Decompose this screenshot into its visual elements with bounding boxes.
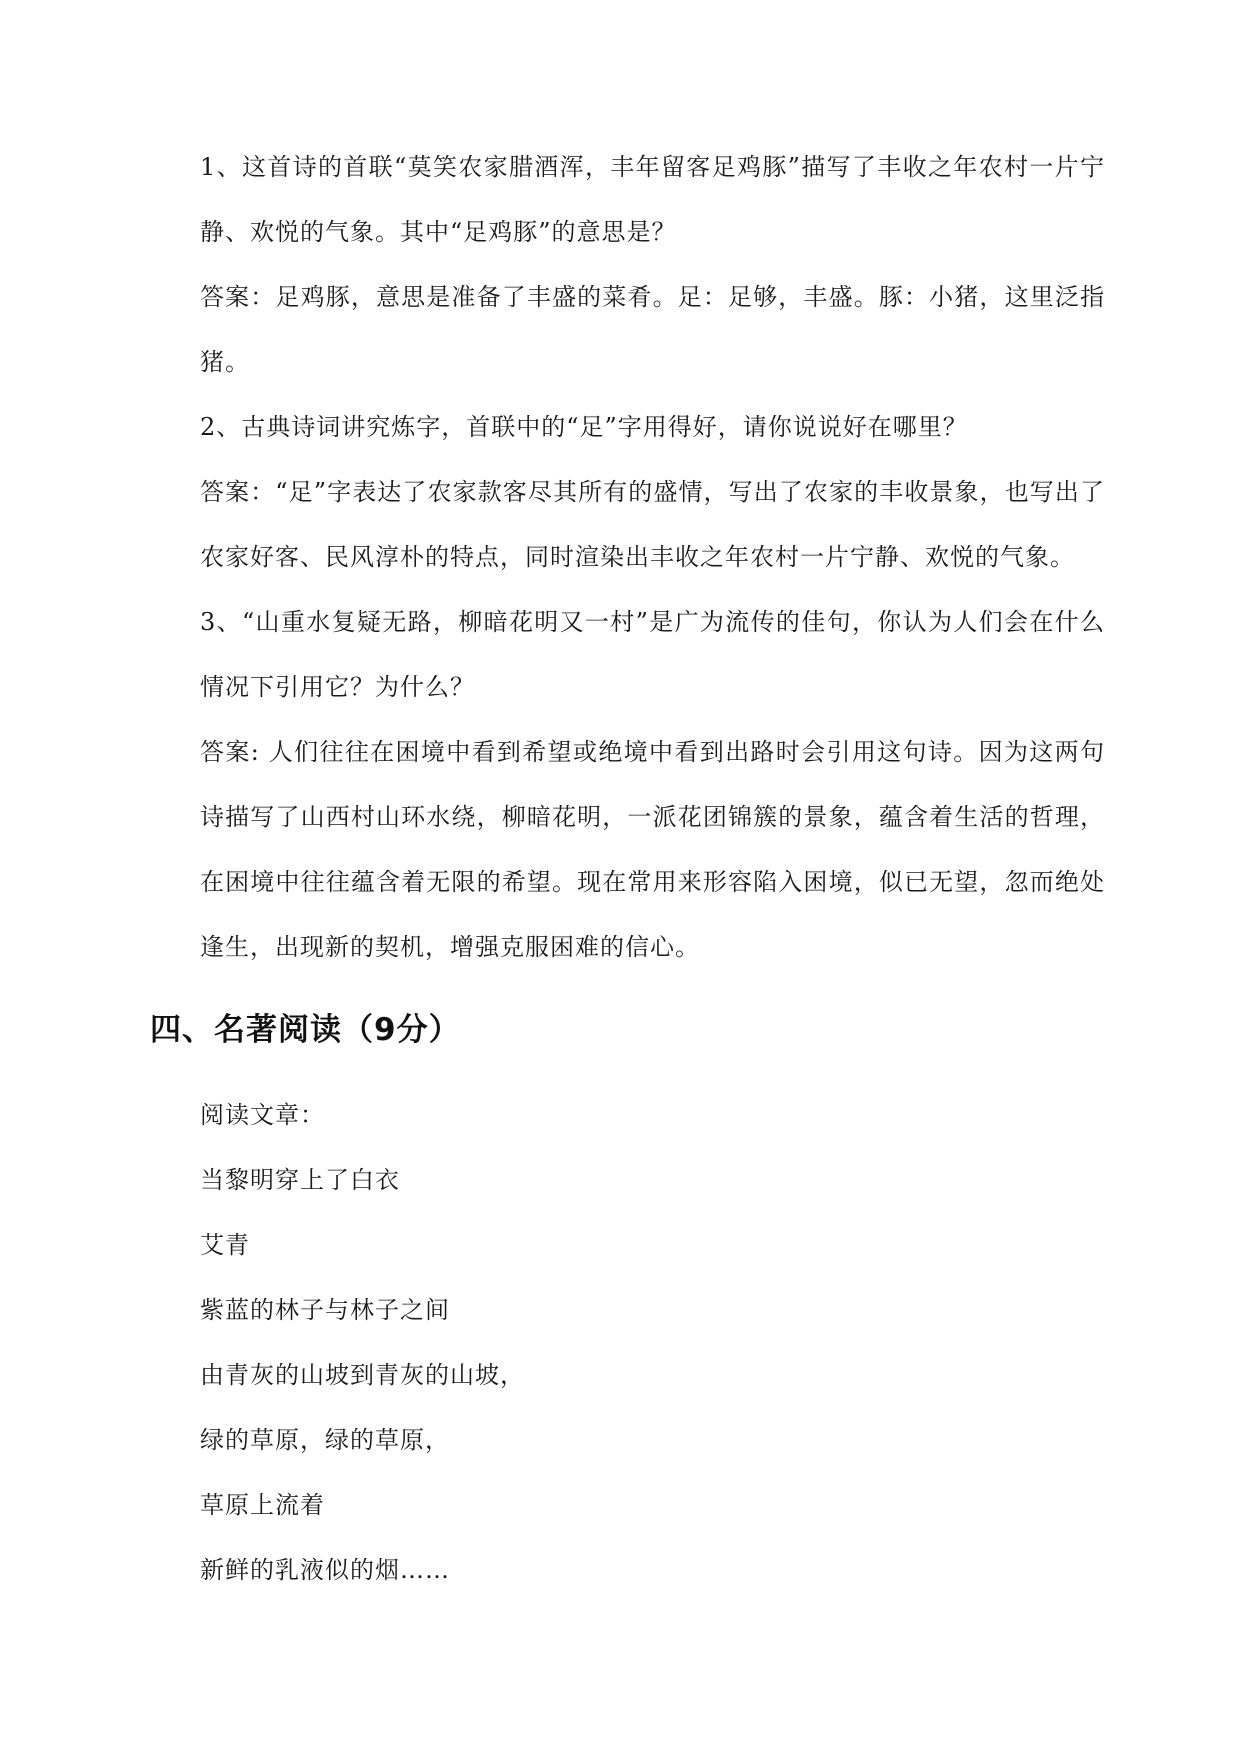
answer-1: 答案：足鸡豚，意思是准备了丰盛的菜肴。足：足够，丰盛。豚：小猪，这里泛指猪。: [200, 283, 1105, 376]
poem-line: 新鲜的乳液似的烟……: [200, 1556, 450, 1584]
poem-line: 草原上流着: [200, 1491, 325, 1519]
question-3: 3、“山重水复疑无路，柳暗花明又一村”是广为流传的佳句，你认为人们会在什么情况下引用它？为什么？: [200, 608, 1105, 701]
question-1: 1、这首诗的首联“莫笑农家腊酒浑，丰年留客足鸡豚”描写了丰收之年农村一片宁静、欢悦的气象。其中“足鸡豚”的意思是？: [200, 153, 1105, 246]
question-2: 2、古典诗词讲究炼字，首联中的“足”字用得好，请你说说好在哪里？: [200, 413, 968, 441]
answer-2: 答案：“足”字表达了农家款客尽其所有的盛情，写出了农家的丰收景象，也写出了农家好客、民风淳朴的特点，同时渲染出丰收之年农村一片宁静、欢悦的气象。: [200, 478, 1105, 571]
reading-intro: 阅读文章：: [200, 1101, 325, 1129]
poem-line: 由青灰的山坡到青灰的山坡，: [200, 1361, 525, 1389]
poem-author: 艾青: [200, 1231, 250, 1259]
poem-line: 绿的草原，绿的草原，: [200, 1426, 450, 1454]
poem-line: 紫蓝的林子与林子之间: [200, 1296, 450, 1324]
answer-3: 答案: 人们往往在困境中看到希望或绝境中看到出路时会引用这句诗。因为这两句诗描写了山西村山环水绕，柳暗花明，一派花团锦簇的景象，蕴含着生活的哲理，在困境中往往蕴含着无限的希望。现在常用来形容陷入困境，似已无望，忽而绝处逢生，出现新的契机，增强克服困难的信心。: [200, 738, 1105, 961]
section-heading: 四、名著阅读（9分）: [150, 1012, 461, 1048]
poem-title: 当黎明穿上了白衣: [200, 1166, 400, 1194]
